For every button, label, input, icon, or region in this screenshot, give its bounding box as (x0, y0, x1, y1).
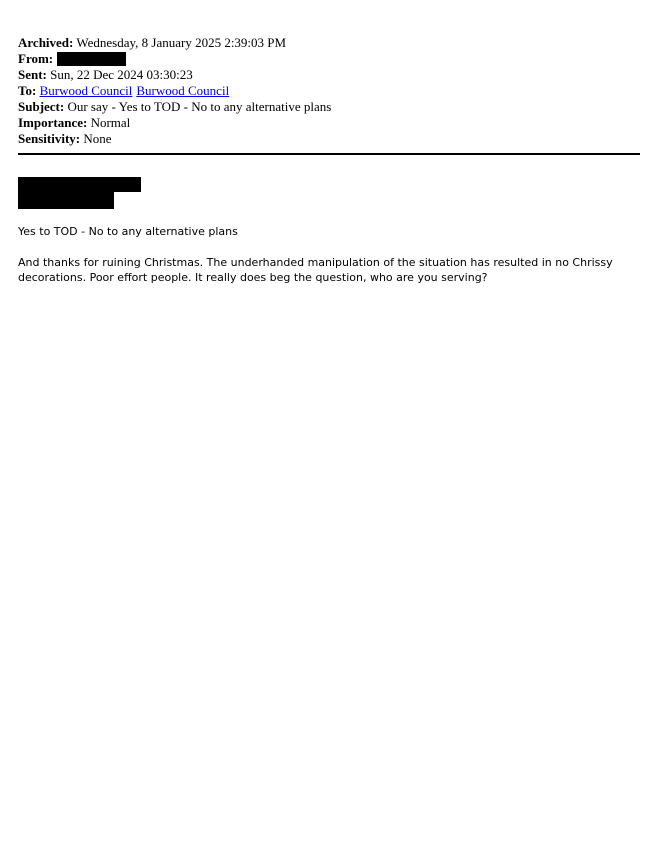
importance-row (18, 115, 640, 131)
sent-label: Sent: (18, 67, 47, 82)
importance-value: Normal (90, 115, 131, 130)
sensitivity-label: Sensitivity: (18, 131, 81, 146)
body-line: Yes to TOD - No to any alternative plans (18, 225, 238, 238)
from-redaction (57, 52, 126, 66)
greeting-redaction (18, 177, 141, 192)
subject-label: Subject: (18, 99, 65, 114)
sent-row (18, 67, 640, 83)
to-row (18, 83, 640, 99)
greeting-redaction (18, 192, 114, 209)
to-recipient-link[interactable]: Burwood Council (39, 83, 133, 98)
body-paragraph: And thanks for ruining Christmas. The underhanded manipulation of the situation has resulted in no Chrissy decorations. Poor effort people. It really does beg the question, who are you serving? (18, 256, 613, 284)
to-label: To: (18, 83, 37, 98)
sensitivity-row (18, 131, 640, 147)
importance-label: Importance: (18, 115, 88, 130)
archived-row (18, 35, 640, 51)
from-row (18, 51, 640, 67)
email-header (18, 35, 640, 147)
from-label: From: (18, 51, 54, 66)
sent-value: Sun, 22 Dec 2024 03:30:23 (50, 67, 193, 82)
archived-label: Archived: (18, 35, 74, 50)
archived-value: Wednesday, 8 January 2025 2:39:03 PM (76, 35, 287, 50)
sensitivity-value: None (83, 131, 112, 146)
header-divider (18, 153, 640, 155)
to-recipient-link[interactable]: Burwood Council (136, 83, 230, 98)
subject-value: Our say - Yes to TOD - No to any alternative plans (67, 99, 332, 114)
subject-row (18, 99, 640, 115)
email-body (18, 224, 618, 285)
